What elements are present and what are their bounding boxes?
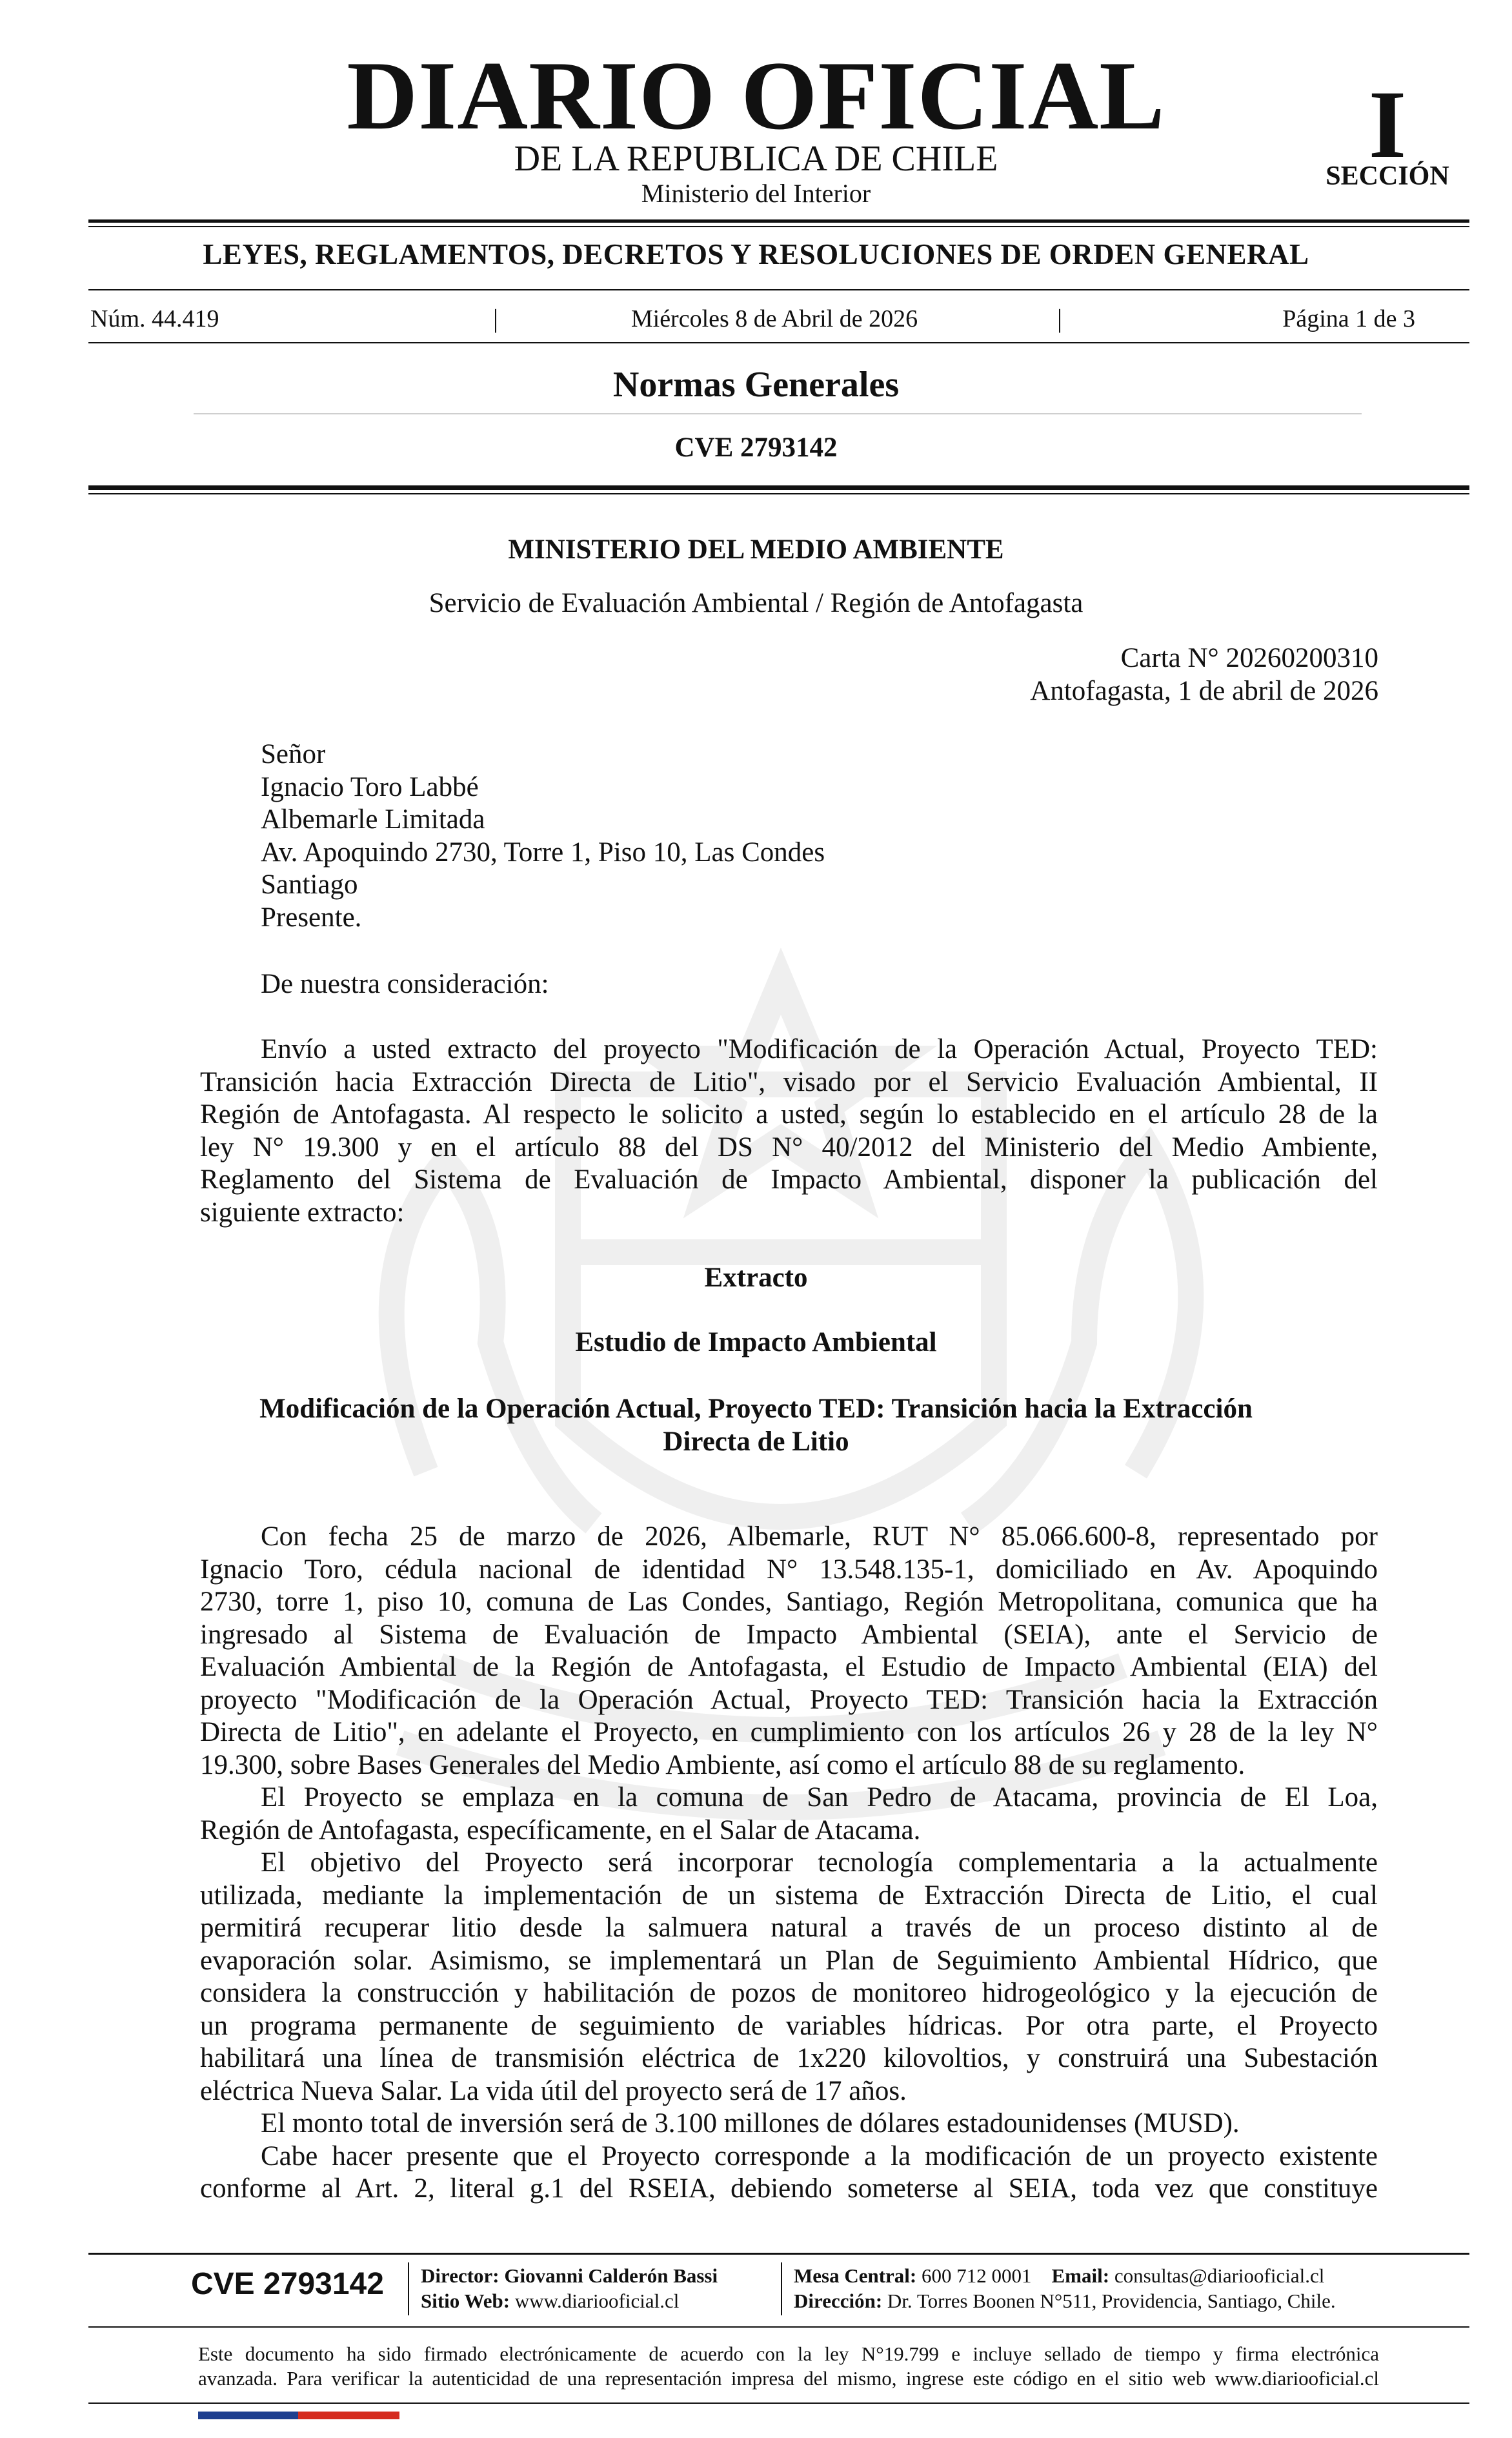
paragraph-line: Con fecha 25 de marzo de 2026, Albemarle, RUT N° 85.066.600-8, representado por <box>261 1521 1378 1552</box>
paragraph-line: un programa permanente de seguimiento de variables hídricas. Por otra parte, el Proyecto <box>200 2010 1378 2041</box>
paragraph-line: conforme al Art. 2, literal g.1 del RSEIA, debiendo someterse al SEIA, toda vez que constituye <box>200 2173 1378 2204</box>
paragraph-line: permitirá recuperar litio desde la salmuera natural a través de un proceso distinto al de <box>200 1913 1378 1943</box>
issue-separator: | <box>1057 304 1063 333</box>
footer-contact <box>794 2263 1336 2313</box>
section-title-rule <box>194 413 1362 414</box>
service-name: Servicio de Evaluación Ambiental / Región de Antofagasta <box>428 588 1084 618</box>
section-label: SECCIÓN <box>1326 161 1449 191</box>
paragraph-line: El objetivo del Proyecto será incorporar tecnología complementaria a la actualmente <box>261 1847 1378 1878</box>
legal-line: avanzada. Para verificar la autenticidad de una representación impresa del mismo, ingrese este código en el sitio web www.diariooficial.cl <box>198 2367 1379 2390</box>
paragraph-line: evaporación solar. Asimismo, se implementará un Plan de Seguimiento Ambiental Hídrico, que <box>200 1945 1378 1976</box>
footer-rule <box>88 2253 1469 2255</box>
paragraph-line: El Proyecto se emplaza en la comuna de San Pedro de Atacama, provincia de El Loa, <box>261 1782 1378 1813</box>
paragraph-line: eléctrica Nueva Salar. La vida útil del proyecto será de 17 años. <box>200 2075 907 2106</box>
legal-line: Este documento ha sido firmado electrónicamente de acuerdo con la ley N°19.799 e incluye sellado de tiempo y firma electrónica <box>198 2342 1379 2365</box>
issue-date: Miércoles 8 de Abril de 2026 <box>630 305 918 332</box>
footer-divider <box>408 2262 409 2315</box>
extract-body <box>200 1521 1378 2206</box>
director-name: Giovanni Calderón Bassi <box>504 2264 718 2287</box>
email-label: Email: <box>1051 2264 1110 2287</box>
phone-number: 600 712 0001 <box>922 2264 1032 2287</box>
addressee-line: Av. Apoquindo 2730, Torre 1, Piso 10, Las Condes <box>261 837 825 868</box>
paragraph-line: utilizada, mediante la implementación de un sistema de Extracción Directa de Litio, el cual <box>200 1880 1378 1911</box>
paragraph-line: Transición hacia Extracción Directa de Litio", visado por el Servicio Evaluación Ambiental, II <box>200 1066 1378 1097</box>
paragraph-line: Región de Antofagasta, específicamente, en el Salar de Atacama. <box>200 1814 921 1845</box>
project-title-line: Directa de Litio <box>663 1426 849 1457</box>
paragraph-line: Cabe hacer presente que el Proyecto corresponde a la modificación de un proyecto existente <box>261 2140 1378 2171</box>
paragraph-line: 19.300, sobre Bases Generales del Medio Ambiente, así como el artículo 88 de su reglamento. <box>200 1749 1245 1780</box>
issue-separator: | <box>493 304 499 333</box>
paragraph-line: 2730, torre 1, piso 10, comuna de Las Condes, Santiago, Región Metropolitana, comunica que ha <box>200 1587 1378 1617</box>
flag-stripe-blue <box>198 2412 298 2419</box>
issue-number: Núm. 44.419 <box>90 305 219 332</box>
addressee-line: Presente. <box>261 902 362 933</box>
issue-page: Página 1 de 3 <box>1282 305 1415 332</box>
masthead-rule-thin <box>88 226 1469 227</box>
ministry-name: MINISTERIO DEL MEDIO AMBIENTE <box>508 534 1004 565</box>
phone-label: Mesa Central: <box>794 2264 917 2287</box>
paragraph-line: Reglamento del Sistema de Evaluación de Impacto Ambiental, disponer la publicación del <box>200 1164 1378 1195</box>
cve-rule-thin <box>88 493 1469 494</box>
letter-date: Antofagasta, 1 de abril de 2026 <box>1030 675 1378 706</box>
footer-divider <box>781 2262 782 2315</box>
letter-number: Carta N° 20260200310 <box>1120 643 1378 673</box>
paragraph-line: habilitará una línea de transmisión eléctrica de 1x220 kilovoltios, y construirá una Subestación <box>200 2043 1378 2073</box>
newspaper-subtitle: DE LA REPUBLICA DE CHILE <box>514 139 998 179</box>
masthead-ministry: Ministerio del Interior <box>641 179 871 208</box>
addressee-line: Señor <box>261 739 326 769</box>
email-link[interactable]: consultas@diariooficial.cl <box>1114 2264 1325 2287</box>
paragraph-line: Envío a usted extracto del proyecto "Modificación de la Operación Actual, Proyecto TED: <box>261 1034 1378 1064</box>
paragraph-line: considera la construcción y habilitación de pozos de monitoreo hidrogeológico y la ejecución de <box>200 1978 1378 2008</box>
address: Dr. Torres Boonen N°511, Providencia, Santiago, Chile. <box>887 2290 1336 2312</box>
flag-stripe-red <box>298 2412 399 2419</box>
paragraph-line: ingresado al Sistema de Evaluación de Impacto Ambiental (SEIA), ante el Servicio de <box>200 1619 1378 1650</box>
paragraph-line: El monto total de inversión será de 3.100 millones de dólares estadounidenses (MUSD). <box>261 2108 1240 2138</box>
newspaper-title: DIARIO OFICIAL <box>347 41 1165 150</box>
issue-rule <box>88 342 1469 343</box>
bottom-rule <box>88 2402 1469 2404</box>
paragraph-line: proyecto "Modificación de la Operación Actual, Proyecto TED: Transición hacia la Extracción <box>200 1684 1378 1715</box>
section-title: Normas Generales <box>612 365 900 405</box>
addressee-line: Ignacio Toro Labbé <box>261 771 479 802</box>
extract-heading: Extracto <box>704 1263 808 1293</box>
footer-director <box>421 2263 718 2313</box>
paragraph-line: Ignacio Toro, cédula nacional de identidad N° 13.548.135-1, domiciliado en Av. Apoquindo <box>200 1554 1378 1585</box>
laws-heading: LEYES, REGLAMENTOS, DECRETOS Y RESOLUCIONES DE ORDEN GENERAL <box>203 238 1309 270</box>
project-title-line: Modificación de la Operación Actual, Proyecto TED: Transición hacia la Extracción <box>259 1394 1253 1424</box>
website-label: Sitio Web: <box>421 2290 510 2312</box>
paragraph-line: siguiente extracto: <box>200 1197 405 1228</box>
salutation: De nuestra consideración: <box>261 969 549 999</box>
address-label: Dirección: <box>794 2290 883 2312</box>
heading-rule <box>88 289 1469 290</box>
director-label: Director: <box>421 2264 499 2287</box>
paragraph-line: Evaluación Ambiental de la Región de Antofagasta, el Estudio de Impacto Ambiental (EIA) del <box>200 1652 1378 1682</box>
cve-rule <box>88 485 1469 490</box>
website-link[interactable]: www.diariooficial.cl <box>514 2290 680 2312</box>
study-heading: Estudio de Impacto Ambiental <box>575 1327 937 1357</box>
cve-code: CVE 2793142 <box>674 432 838 463</box>
addressee-line: Santiago <box>261 869 358 900</box>
intro-paragraph <box>200 1033 1378 1229</box>
legal-note <box>198 2342 1379 2391</box>
paragraph-line: ley N° 19.300 y en el artículo 88 del DS N° 40/2012 del Ministerio del Medio Ambiente, <box>200 1132 1378 1163</box>
addressee-block <box>261 738 825 934</box>
addressee-line: Albemarle Limitada <box>261 804 485 835</box>
paragraph-line: Región de Antofagasta. Al respecto le solicito a usted, según lo establecido en el artículo 28 de la <box>200 1099 1378 1130</box>
masthead-rule <box>88 219 1469 223</box>
footer-cve-code: CVE 2793142 <box>191 2267 384 2301</box>
footer-rule-thin <box>88 2326 1469 2328</box>
section-number: I <box>1368 71 1407 178</box>
letter-reference <box>1030 642 1378 707</box>
paragraph-line: Directa de Litio", en adelante el Proyecto, en cumplimiento con los artículos 26 y 28 de la ley N° <box>200 1717 1378 1747</box>
project-title <box>194 1393 1318 1458</box>
